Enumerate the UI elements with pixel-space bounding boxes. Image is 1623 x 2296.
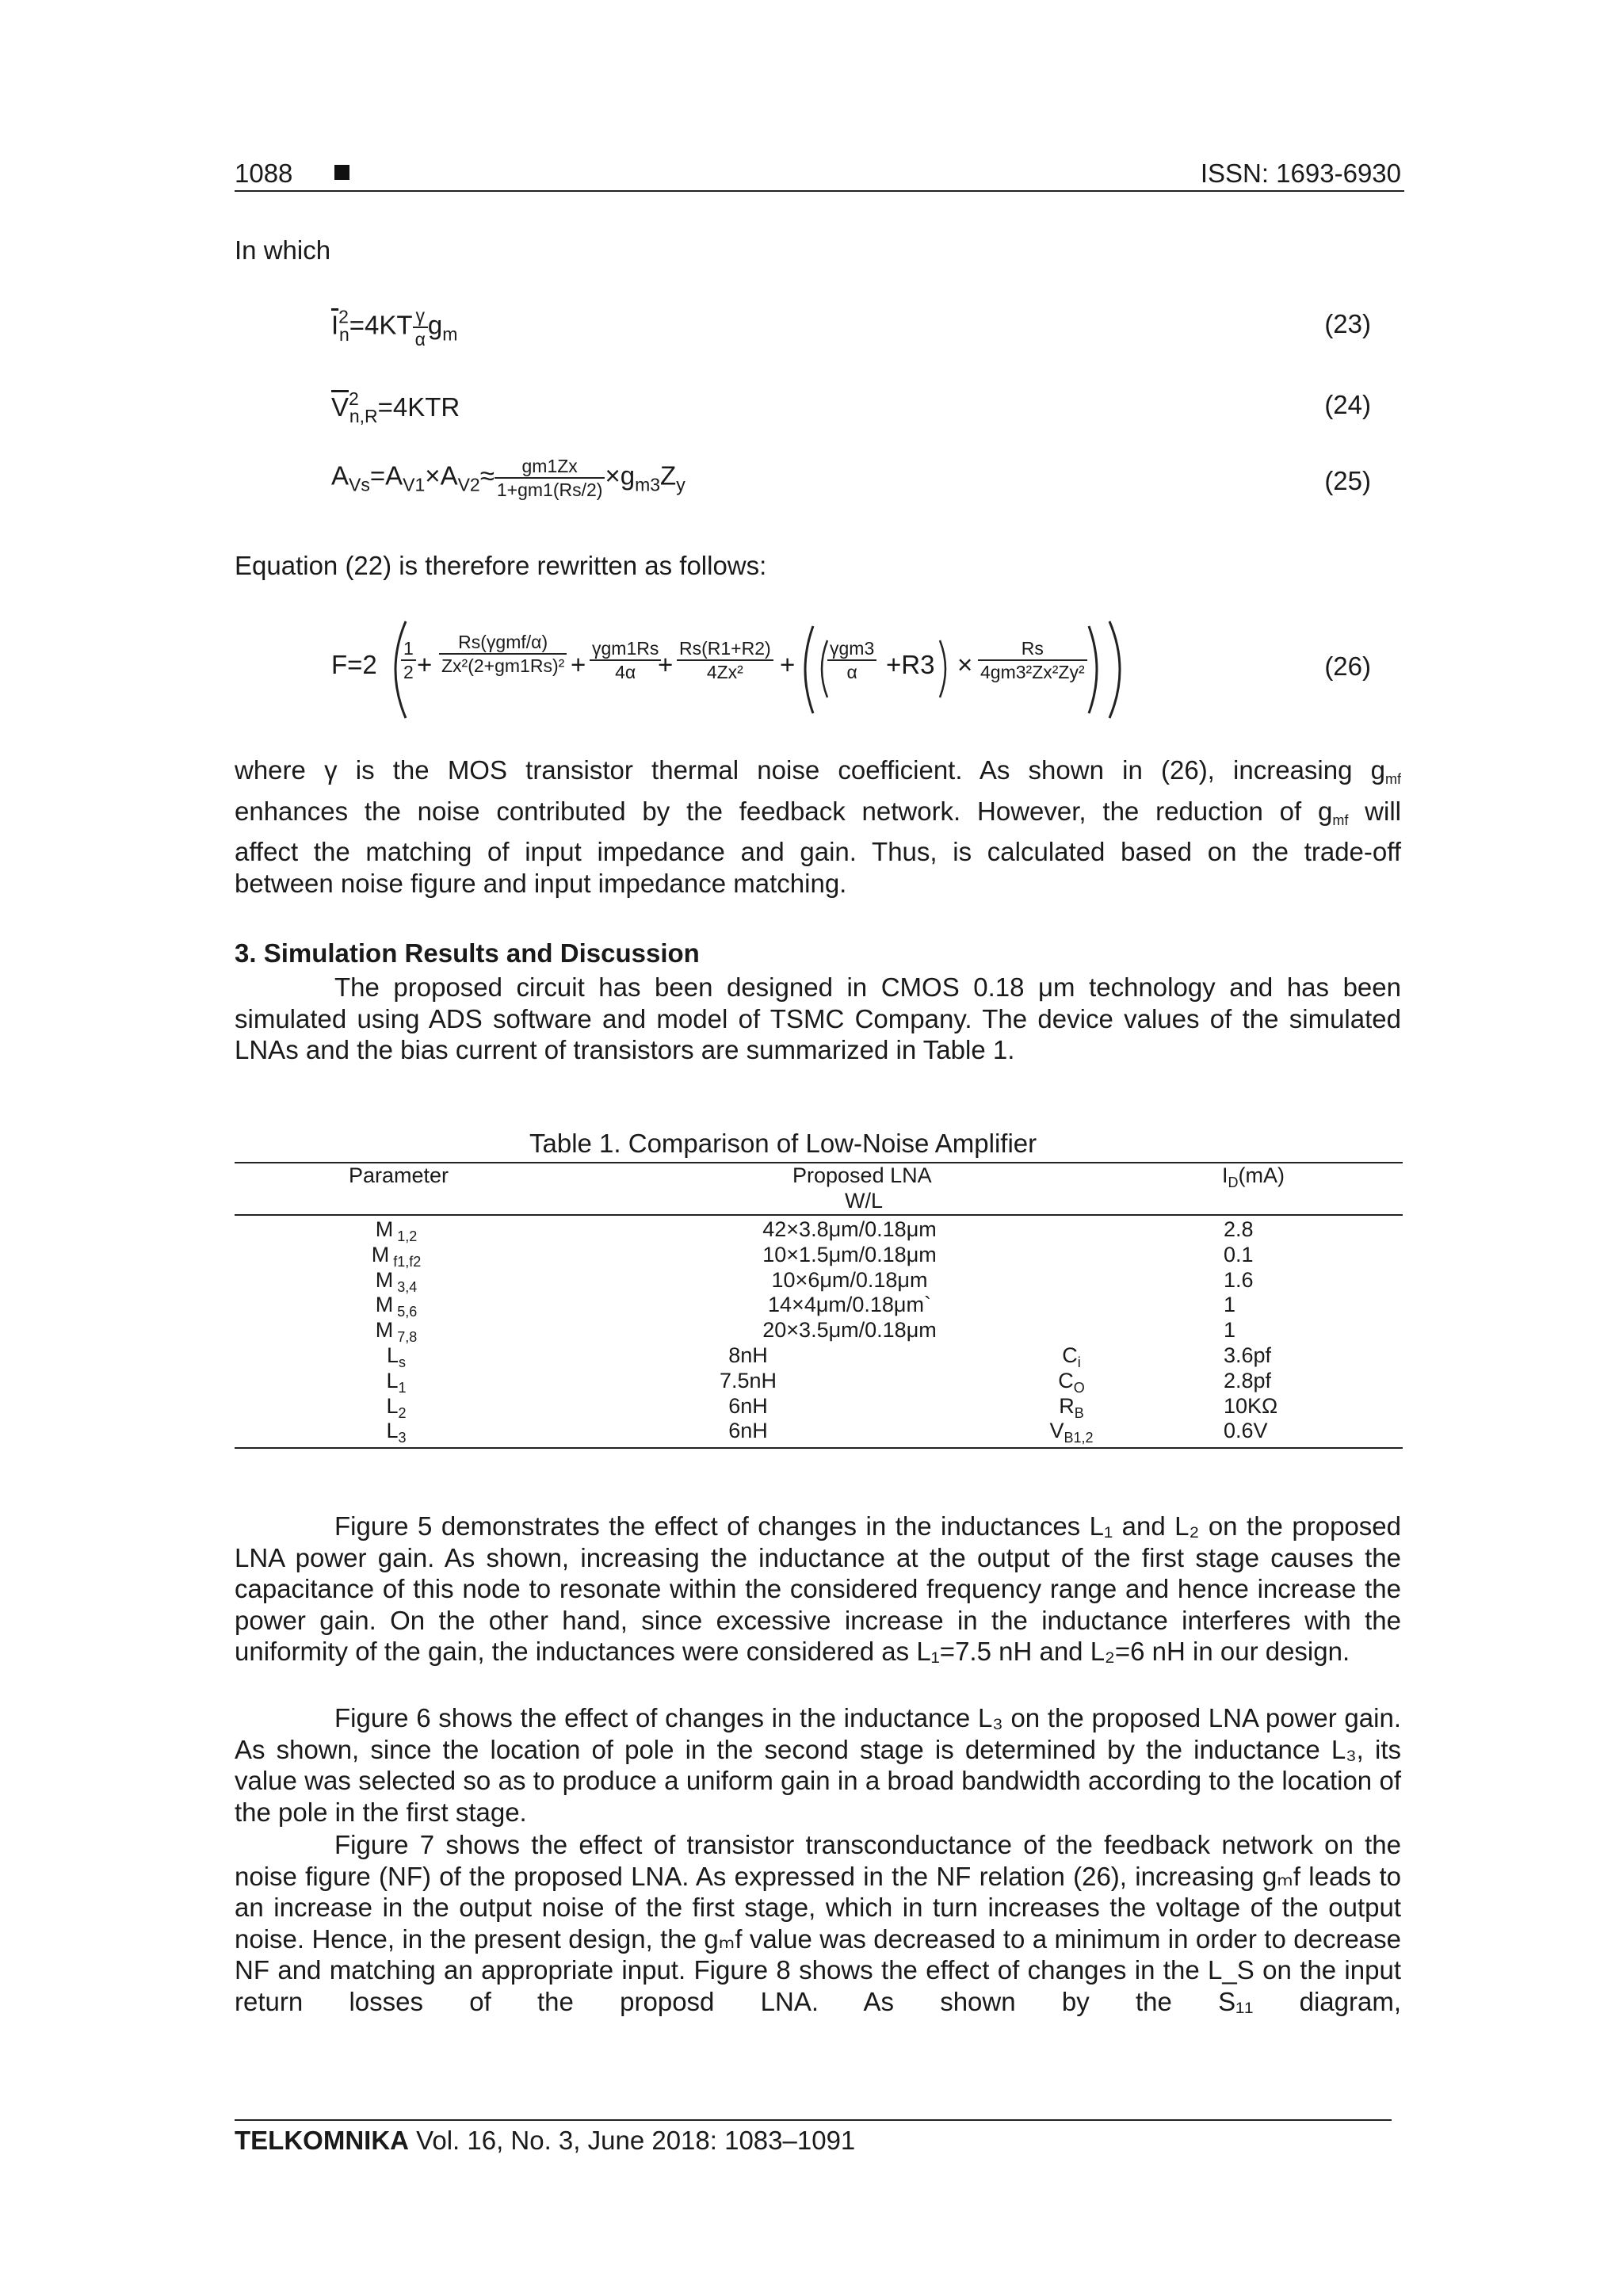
table-cell-wl: 10×6μm/0.18μm: [771, 1268, 928, 1292]
paragraph-noise-coefficient: where γ is the MOS transistor thermal noise coefficient. As shown in (26), increasing gmf enhances the noise contributed by the feedback network. However, the reduction of gmf will affect the matching of input impedance and gain. Thus, is calculated based on the trade-off between noise figure and input impedance matching.: [235, 755, 1401, 898]
table-cell-component: $R_B$: [1059, 1394, 1084, 1421]
table-header-id: $I_D(mA)$: [1222, 1163, 1285, 1190]
equation-24: $\overline{V}^2_{n,R}=4KTR$: [331, 388, 460, 426]
table-cell-id: 2.8pf: [1224, 1369, 1272, 1392]
table-cell-wl: 6nH: [728, 1394, 768, 1418]
table-cell-id: 0.6V: [1224, 1419, 1268, 1442]
section-heading: 3. Simulation Results and Discussion: [235, 938, 700, 968]
page-number: 1088: [235, 159, 293, 188]
table-cell-parameter: M $_{5,6}$: [375, 1293, 418, 1320]
equation-23: $\overline{I}^2_n=4KT$ $\frac{\gamma}{\alpha}$ $g_m$: [331, 305, 458, 350]
body-paragraph-3: Figure 7 shows the effect of transistor transconductance of the feedback network on the noise figure (NF) of the proposed LNA. As expressed in the NF relation (26), increasing gₘf leads to an increase in the output noise of the first stage, which in turn increases the voltage of the output noise. Hence, in the present design, the gₘf value was decreased to a minimum in order to decrease NF and matching an appropriate input. Figure 8 shows the effect of changes in the L_S on the input return losses of the proposd LNA. As shown by the S₁₁ diagram,: [235, 1830, 1401, 2016]
table-cell-id: 1: [1224, 1293, 1236, 1316]
table-cell-parameter: $L_2$: [386, 1394, 407, 1421]
table-cell-parameter: M $_{1,2}$: [375, 1217, 418, 1244]
body-paragraph-2: Figure 6 shows the effect of changes in the inductance L₃ on the proposed LNA power gain. As shown, since the location of pole in the second stage is determined by the inductance L₃, its value was selected so as to produce a uniform gain in a broad bandwidth according to the location of the pole in the first stage.: [235, 1703, 1401, 1827]
table-cell-id: 1: [1224, 1318, 1236, 1342]
issn-label: ISSN: 1693-6930: [1200, 159, 1401, 188]
header-square-marker: [334, 165, 349, 180]
table-header-wl: W/L: [845, 1189, 884, 1213]
table-cell-id: 3.6pf: [1224, 1343, 1272, 1367]
footer-citation: TELKOMNIKA Vol. 16, No. 3, June 2018: 1083–1091: [235, 2126, 856, 2155]
table-cell-parameter: M $_{7,8}$: [375, 1318, 418, 1345]
equation-24-number: (24): [1324, 390, 1371, 419]
body-paragraph-1: Figure 5 demonstrates the effect of changes in the inductances L₁ and L₂ on the proposed LNA power gain. As shown, increasing the inductance at the output of the first stage causes the capacitance of this node to resonate within the considered frequency range and hence increase the power gain. On the other hand, since excessive increase in the inductance interferes with the uniformity of the gain, the inductances were considered as L₁=7.5 nH and L₂=6 nH in our design.: [235, 1511, 1401, 1666]
table-cell-wl: 6nH: [728, 1419, 768, 1442]
table-cell-parameter: M $_{3,4}$: [375, 1268, 418, 1295]
right-paren-icon: [935, 637, 954, 701]
table-cell-wl: 7.5nH: [719, 1369, 777, 1392]
table-cell-wl: 20×3.5μm/0.18μm: [762, 1318, 937, 1342]
table-cell-component: $C_O$: [1058, 1369, 1085, 1396]
equation-23-number: (23): [1324, 309, 1371, 338]
table-header-proposed: Proposed LNA: [792, 1163, 932, 1187]
equation-25: $A_{Vs}=A_{V1}\times A_{V2}\approx$ $\frac{gm1Zx}{1+gm1(Rs/2)}$ $\times g_{m3}Z_y$: [331, 456, 685, 500]
table-cell-parameter: $L_s$: [386, 1343, 407, 1370]
table-cell-id: 0.1: [1224, 1243, 1254, 1266]
table-cell-id: 2.8: [1224, 1217, 1254, 1241]
table-cell-id: 10KΩ: [1224, 1394, 1278, 1418]
equation-25-number: (25): [1324, 466, 1371, 495]
table-bottom-rule: [235, 1447, 1403, 1449]
table-cell-component: $C_i$: [1062, 1343, 1081, 1370]
table-cell-wl: 8nH: [728, 1343, 768, 1367]
table-cell-wl: 10×1.5μm/0.18μm: [762, 1243, 937, 1266]
section-paragraph: The proposed circuit has been designed in CMOS 0.18 μm technology and has been simulated using ADS software and model of TSMC Company. The device values of the simulated LNAs and the bias current of transistors are summarized in Table 1.: [235, 972, 1401, 1064]
table-cell-wl: 42×3.8μm/0.18μm: [762, 1217, 937, 1241]
table-header-parameter: Parameter: [349, 1163, 449, 1187]
footer-rule: [235, 2119, 1392, 2121]
header-rule: [235, 190, 1404, 192]
table-cell-parameter: $L_3$: [386, 1419, 407, 1446]
table-header-rule: [235, 1214, 1403, 1216]
right-paren-icon: [1102, 618, 1133, 721]
rewrite-text: Equation (22) is therefore rewritten as follows:: [235, 551, 767, 580]
table-cell-id: 1.6: [1224, 1268, 1254, 1292]
equation-26-number: (26): [1324, 651, 1371, 681]
intro-text: In which: [235, 235, 331, 265]
table-cell-parameter: $L_1$: [386, 1369, 407, 1396]
table-caption: Table 1. Comparison of Low-Noise Amplifier: [529, 1129, 1037, 1158]
table-cell-component: $V_{B1,2}$: [1049, 1419, 1094, 1446]
table-cell-wl: 14×4μm/0.18μm`: [768, 1293, 931, 1316]
table-cell-parameter: M $_{f1,f2}$: [371, 1243, 422, 1270]
